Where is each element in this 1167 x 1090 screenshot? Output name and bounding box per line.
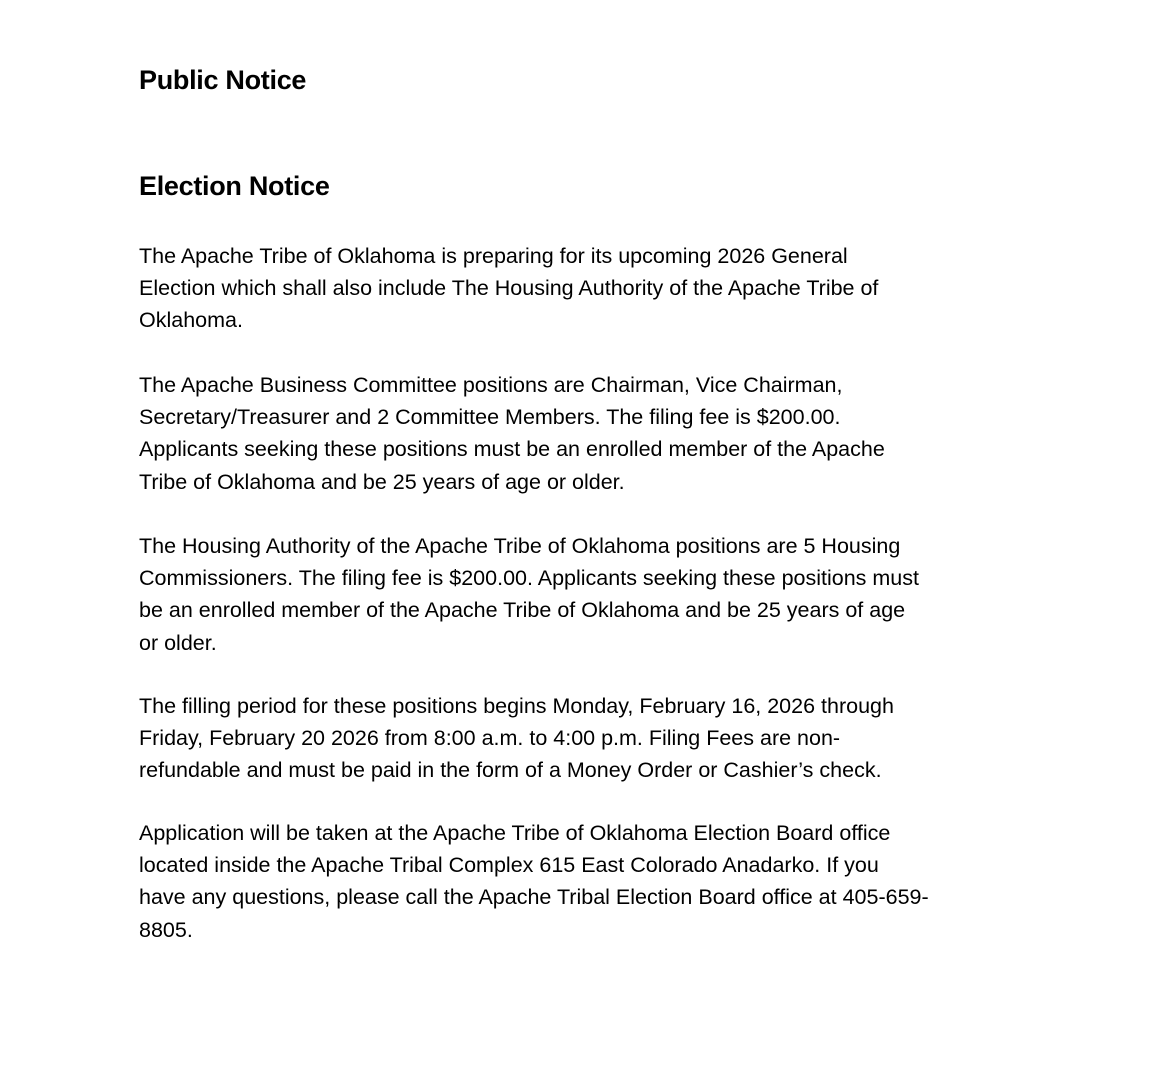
paragraph-line: 8805. bbox=[139, 917, 193, 942]
paragraph-line: The Housing Authority of the Apache Tribe of Oklahoma positions are 5 Housing bbox=[139, 534, 901, 558]
paragraph-line: or older. bbox=[139, 630, 217, 655]
paragraph-line: Oklahoma. bbox=[139, 308, 243, 333]
paragraph-line: refundable and must be paid in the form of a Money Order or Cashier’s check. bbox=[139, 758, 882, 783]
paragraph-line: The Apache Business Committee positions are Chairman, Vice Chairman, bbox=[139, 373, 843, 397]
paragraph-filing-period bbox=[139, 690, 894, 787]
paragraph-line: Secretary/Treasurer and 2 Committee Members. The filing fee is $200.00. bbox=[139, 405, 841, 430]
paragraph-line: Commissioners. The filing fee is $200.00. Applicants seeking these positions must bbox=[139, 566, 919, 591]
paragraph-line: Election which shall also include The Housing Authority of the Apache Tribe of bbox=[139, 276, 879, 301]
paragraph-application-contact bbox=[139, 817, 929, 946]
paragraph-housing-authority bbox=[139, 530, 919, 659]
paragraph-line: be an enrolled member of the Apache Tribe of Oklahoma and be 25 years of age bbox=[139, 598, 906, 623]
paragraph-election-intro bbox=[139, 240, 878, 337]
paragraph-line: have any questions, please call the Apache Tribal Election Board office at 405-659- bbox=[139, 885, 929, 910]
paragraph-line: The filling period for these positions begins Monday, February 16, 2026 through bbox=[139, 694, 894, 718]
public-notice-heading: Public Notice bbox=[139, 65, 307, 95]
paragraph-line: The Apache Tribe of Oklahoma is preparing for its upcoming 2026 General bbox=[139, 244, 848, 268]
paragraph-line: Tribe of Oklahoma and be 25 years of age or older. bbox=[139, 469, 625, 494]
election-notice-heading: Election Notice bbox=[139, 171, 330, 201]
paragraph-business-committee bbox=[139, 369, 885, 498]
paragraph-line: Applicants seeking these positions must be an enrolled member of the Apache bbox=[139, 437, 885, 462]
paragraph-line: Friday, February 20 2026 from 8:00 a.m. to 4:00 p.m. Filing Fees are non- bbox=[139, 726, 841, 751]
paragraph-line: located inside the Apache Tribal Complex 615 East Colorado Anadarko. If you bbox=[139, 853, 879, 878]
paragraph-line: Application will be taken at the Apache Tribe of Oklahoma Election Board office bbox=[139, 821, 891, 845]
